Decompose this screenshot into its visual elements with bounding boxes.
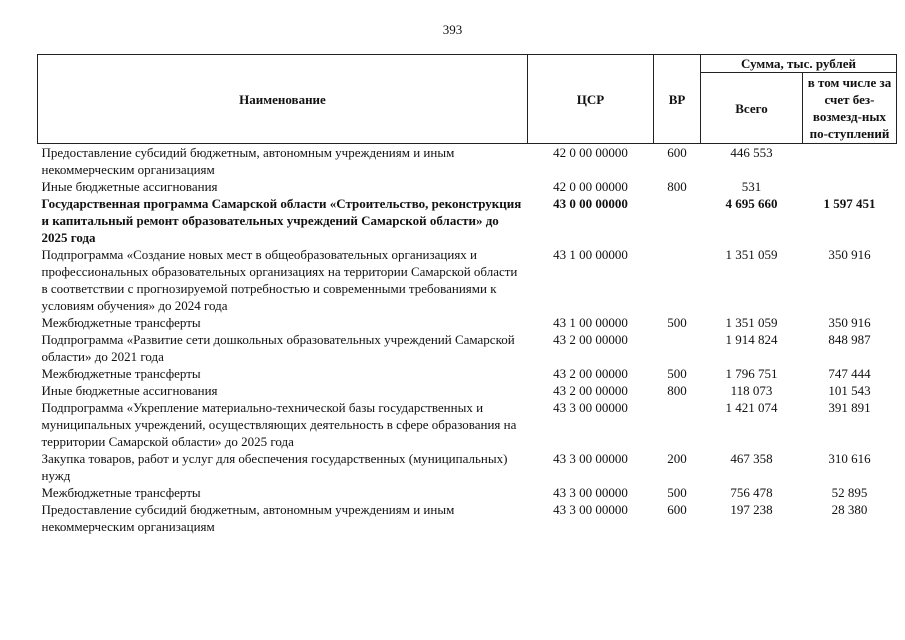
table-row xyxy=(38,450,897,484)
row-name: Иные бюджетные ассигнования xyxy=(41,383,218,398)
table-header xyxy=(38,55,897,144)
table-row xyxy=(38,365,897,382)
row-csr: 43 3 00 00000 xyxy=(553,400,628,415)
row-csr: 42 0 00 00000 xyxy=(553,145,628,160)
row-csr: 43 2 00 00000 xyxy=(553,366,628,381)
row-vr xyxy=(654,195,701,246)
row-csr: 43 3 00 00000 xyxy=(553,502,628,517)
table-row xyxy=(38,314,897,331)
row-vr: 500 xyxy=(667,366,687,381)
row-total: 1 914 824 xyxy=(725,332,778,347)
row-csr: 43 3 00 00000 xyxy=(553,451,628,466)
row-total: 756 478 xyxy=(730,485,773,500)
budget-table xyxy=(37,54,897,535)
table-row xyxy=(38,501,897,535)
row-vr: 200 xyxy=(667,451,687,466)
row-free: 52 895 xyxy=(831,485,868,500)
row-csr: 43 3 00 00000 xyxy=(553,485,628,500)
table-row xyxy=(38,246,897,314)
row-name: Предоставление субсидий бюджетным, автономным учреждениям и иным некоммерческим организациям xyxy=(41,502,455,534)
header-total: Всего xyxy=(701,73,803,144)
row-vr: 800 xyxy=(667,383,687,398)
header-csr: ЦСР xyxy=(528,55,654,144)
row-total: 118 073 xyxy=(730,383,773,398)
row-free: 350 916 xyxy=(828,315,871,330)
row-name: Подпрограмма «Развитие сети дошкольных образовательных учреждений Самарской области» до 2021 года xyxy=(41,332,515,364)
row-name: Предоставление субсидий бюджетным, автономным учреждениям и иным некоммерческим организациям xyxy=(41,145,455,177)
row-free: 28 380 xyxy=(831,502,868,517)
table-row xyxy=(38,484,897,501)
row-name: Государственная программа Самарской области «Строительство, реконструкция и капитальный ремонт образовательных учреждений Самарской области» до 2025 года xyxy=(41,196,522,245)
row-name: Межбюджетные трансферты xyxy=(41,366,201,381)
row-free: 747 444 xyxy=(828,366,871,381)
row-name: Иные бюджетные ассигнования xyxy=(41,179,218,194)
row-total: 1 421 074 xyxy=(725,400,778,415)
row-csr: 43 2 00 00000 xyxy=(553,332,628,347)
row-name: Межбюджетные трансферты xyxy=(41,485,201,500)
table-body xyxy=(38,144,897,536)
header-sum: Сумма, тыс. рублей xyxy=(701,55,897,73)
row-free xyxy=(803,144,897,179)
row-csr: 43 1 00 00000 xyxy=(553,315,628,330)
row-free xyxy=(803,178,897,195)
row-name: Межбюджетные трансферты xyxy=(41,315,201,330)
row-name: Подпрограмма «Укрепление материально-технической базы государственных и муниципальных учреждений, осуществляющих деятельность в сфере образования на территории Самарской области» до 2025 года xyxy=(41,400,517,449)
row-vr: 800 xyxy=(667,179,687,194)
row-free: 101 543 xyxy=(828,383,871,398)
row-total: 1 796 751 xyxy=(725,366,778,381)
row-vr: 600 xyxy=(667,145,687,160)
row-total: 1 351 059 xyxy=(725,247,778,262)
row-free: 391 891 xyxy=(828,400,871,415)
row-total: 1 351 059 xyxy=(725,315,778,330)
header-vr: ВР xyxy=(654,55,701,144)
row-total: 4 695 660 xyxy=(725,196,778,211)
row-csr: 43 0 00 00000 xyxy=(553,196,628,211)
row-total: 197 238 xyxy=(730,502,773,517)
row-free: 1 597 451 xyxy=(823,196,876,211)
table-row xyxy=(38,399,897,450)
row-csr: 43 1 00 00000 xyxy=(553,247,628,262)
header-name: Наименование xyxy=(38,55,528,144)
table-row xyxy=(38,178,897,195)
row-vr xyxy=(654,246,701,314)
row-vr xyxy=(654,399,701,450)
row-total: 467 358 xyxy=(730,451,773,466)
table-row xyxy=(38,382,897,399)
row-vr: 500 xyxy=(667,315,687,330)
page-number: 393 xyxy=(442,22,463,37)
header-free: в том числе за счет без-возмезд-ных по-ступлений xyxy=(803,73,897,144)
table-row xyxy=(38,331,897,365)
row-free: 350 916 xyxy=(828,247,871,262)
row-total: 531 xyxy=(741,179,762,194)
row-vr xyxy=(654,331,701,365)
row-free: 310 616 xyxy=(828,451,871,466)
row-vr: 500 xyxy=(667,485,687,500)
table-row xyxy=(38,195,897,246)
row-name: Закупка товаров, работ и услуг для обеспечения государственных (муниципальных) нужд xyxy=(41,451,508,483)
row-total: 446 553 xyxy=(730,145,773,160)
row-csr: 43 2 00 00000 xyxy=(553,383,628,398)
table-row xyxy=(38,144,897,179)
row-name: Подпрограмма «Создание новых мест в общеобразовательных организациях и профессиональных образовательных организациях на территории Самарской области в соответствии с прогнозируемой потребностью и современными требованиями к условиям обучения» до 2024 года xyxy=(41,247,518,313)
row-free: 848 987 xyxy=(828,332,871,347)
row-csr: 42 0 00 00000 xyxy=(553,179,628,194)
row-vr: 600 xyxy=(667,502,687,517)
